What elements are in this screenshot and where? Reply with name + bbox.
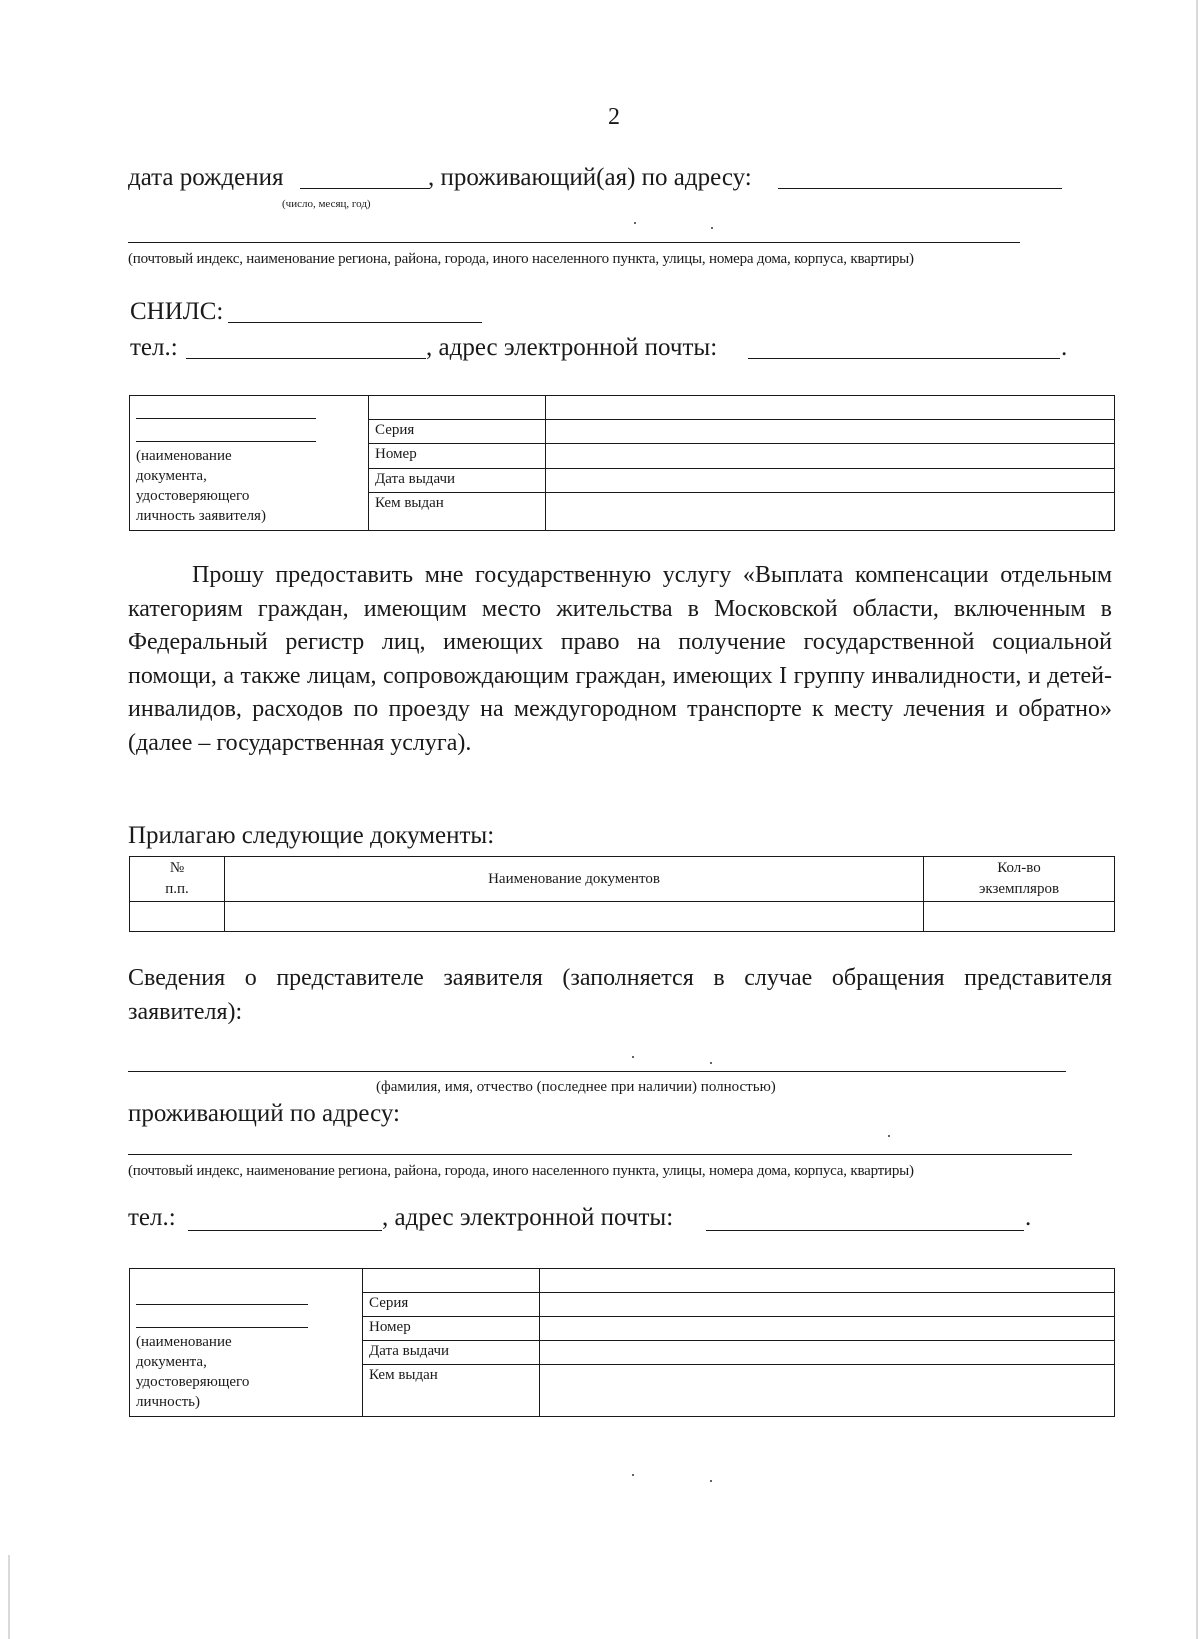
documents-col-count-line1: Кол-во <box>997 860 1041 876</box>
birth-date-field[interactable] <box>300 188 430 189</box>
representative-phone-label: тел.: <box>128 1204 176 1231</box>
id-series-value[interactable] <box>546 420 1115 444</box>
id-document-table <box>129 395 1115 531</box>
documents-row-count[interactable] <box>924 902 1115 932</box>
representative-address-field[interactable] <box>128 1154 1072 1155</box>
representative-name-field[interactable] <box>128 1071 1066 1072</box>
birth-date-label: дата рождения <box>128 164 284 191</box>
representative-title: Сведения о представителе заявителя (заполняется в случае обращения представителя заявителя): <box>128 965 1112 1025</box>
representative-id-value[interactable] <box>540 1269 1115 1293</box>
address-field-start[interactable] <box>778 188 1062 189</box>
scan-speck <box>710 1062 712 1064</box>
id-table-cell <box>369 396 546 420</box>
id-document-name-line[interactable] <box>136 423 316 442</box>
id-issued-by-value[interactable] <box>546 492 1115 530</box>
representative-id-issued-by-value[interactable] <box>540 1365 1115 1417</box>
email-end: . <box>1061 334 1068 361</box>
request-text: Прошу предоставить мне государственную услугу «Выплата компенсации отдельным категориям граждан, имеющим место жительства в Московской области, включенным в Федеральный регистр лиц, имеющих право на получение государственной социальной помощи, а также лицам, сопровождающим граждан, имеющих I группу инвалидности, и детей-инвалидов, расходов по проезду на междугородном транспорте к месту лечения и обратно» (далее – государственная услуга). <box>128 562 1112 756</box>
scan-edge <box>1196 0 1198 1639</box>
id-table-value[interactable] <box>546 396 1115 420</box>
representative-email-label: , адрес электронной почты: <box>382 1204 674 1231</box>
address-label: , проживающий(ая) по адресу: <box>428 164 752 191</box>
documents-col-number <box>130 857 225 902</box>
id-document-name-cell[interactable] <box>130 396 369 531</box>
snils-label: СНИЛС: <box>130 298 224 325</box>
representative-email-field[interactable] <box>706 1230 1024 1231</box>
phone-label: тел.: <box>130 334 178 361</box>
documents-row-number[interactable] <box>130 902 225 932</box>
id-issue-date-label: Дата выдачи <box>369 468 546 492</box>
email-label: , адрес электронной почты: <box>426 334 718 361</box>
id-issue-date-value[interactable] <box>546 468 1115 492</box>
documents-col-name: Наименование документов <box>225 857 924 902</box>
representative-phone-field[interactable] <box>188 1230 382 1231</box>
id-series-label: Серия <box>369 420 546 444</box>
page-number: 2 <box>608 104 620 130</box>
phone-field[interactable] <box>186 358 426 359</box>
representative-name-hint: (фамилия, имя, отчество (последнее при наличии) полностью) <box>376 1079 776 1095</box>
representative-id-hint: (наименование документа, удостоверяющего личность) <box>136 1334 250 1410</box>
representative-id-name-cell[interactable] <box>130 1269 363 1417</box>
documents-col-count <box>924 857 1115 902</box>
scan-speck <box>634 222 636 224</box>
representative-id-number-label: Номер <box>363 1317 540 1341</box>
documents-col-number-line2: п.п. <box>165 881 189 897</box>
representative-id-table <box>129 1268 1115 1417</box>
request-paragraph <box>128 559 1112 761</box>
id-document-hint: (наименование документа, удостоверяющего личность заявителя) <box>136 448 266 524</box>
documents-table <box>129 856 1115 932</box>
representative-address-label: проживающий по адресу: <box>128 1100 400 1127</box>
representative-id-name-line[interactable] <box>136 1309 308 1328</box>
representative-id-issue-date-label: Дата выдачи <box>363 1341 540 1365</box>
documents-col-count-line2: экземпляров <box>978 881 1060 897</box>
representative-id-issue-date-value[interactable] <box>540 1341 1115 1365</box>
email-field[interactable] <box>748 358 1060 359</box>
id-number-label: Номер <box>369 444 546 468</box>
documents-row-name[interactable] <box>225 902 924 932</box>
scan-speck <box>888 1135 890 1137</box>
id-document-name-line[interactable] <box>136 400 316 419</box>
address-field[interactable] <box>128 242 1020 243</box>
birth-date-hint: (число, месяц, год) <box>282 198 371 210</box>
scan-speck <box>710 1480 712 1482</box>
scan-speck <box>632 1056 634 1058</box>
id-number-value[interactable] <box>546 444 1115 468</box>
representative-address-hint: (почтовый индекс, наименование региона, района, города, иного населенного пункта, улицы, номера дома, корпуса, квартиры) <box>128 1163 914 1179</box>
representative-id-series-value[interactable] <box>540 1293 1115 1317</box>
representative-email-end: . <box>1025 1204 1032 1231</box>
representative-id-number-value[interactable] <box>540 1317 1115 1341</box>
representative-id-name-line[interactable] <box>136 1286 308 1305</box>
id-issued-by-label: Кем выдан <box>369 492 546 530</box>
representative-id-issued-by-label: Кем выдан <box>363 1365 540 1417</box>
documents-title: Прилагаю следующие документы: <box>128 822 495 849</box>
representative-id-cell <box>363 1269 540 1293</box>
address-hint: (почтовый индекс, наименование региона, района, города, иного населенного пункта, улицы, номера дома, корпуса, квартиры) <box>128 251 914 267</box>
scan-edge-left <box>8 1555 10 1639</box>
scan-speck <box>711 227 713 229</box>
scan-speck <box>632 1474 634 1476</box>
representative-id-series-label: Серия <box>363 1293 540 1317</box>
documents-col-number-line1: № <box>169 860 185 876</box>
snils-field[interactable] <box>228 322 482 323</box>
